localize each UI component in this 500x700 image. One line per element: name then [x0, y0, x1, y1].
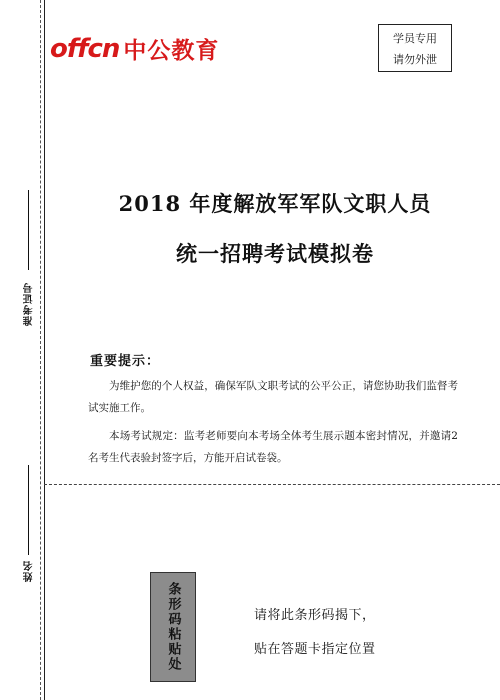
- exam-title-line-2: 统一招聘考试模拟卷: [176, 241, 374, 266]
- binding-solid-line: [44, 0, 45, 700]
- barcode-instruction-line-1: 请将此条形码揭下，: [254, 608, 376, 623]
- badge-line-1: 学员专用: [393, 31, 437, 45]
- ticket-number-label: 准考证号: [24, 282, 35, 326]
- barcode-instruction-line-2: 贴在答题卡指定位置: [254, 642, 376, 657]
- exam-title-line-1: 2018 年度解放军军队文职人员: [118, 191, 432, 216]
- confidential-badge: [378, 24, 452, 72]
- barcode-label: 条形码粘贴处: [165, 582, 181, 672]
- barcode-sticker-area: [150, 572, 196, 682]
- logo-text-cn: 中公教育: [123, 38, 220, 64]
- name-label: 姓名: [24, 560, 35, 582]
- offcn-logo: [50, 32, 219, 65]
- notice-heading: 重要提示：: [90, 354, 161, 369]
- notice-paragraph-2: 本场考试规定：监考老师要向本考场全体考生展示题本密封情况，并邀请2名考生代表验封签字后，方能开启试卷袋。: [88, 430, 458, 464]
- logo-text-en: offcn: [50, 33, 120, 64]
- binding-dashed-line: [40, 0, 41, 700]
- notice-paragraph-1: 为维护您的个人权益，确保军队文职考试的公平公正，请您协助我们监督考试实施工作。: [88, 380, 458, 414]
- name-line: [28, 465, 29, 555]
- tear-line: [44, 484, 500, 485]
- ticket-number-line: [28, 190, 29, 270]
- badge-line-2: 请勿外泄: [393, 52, 437, 66]
